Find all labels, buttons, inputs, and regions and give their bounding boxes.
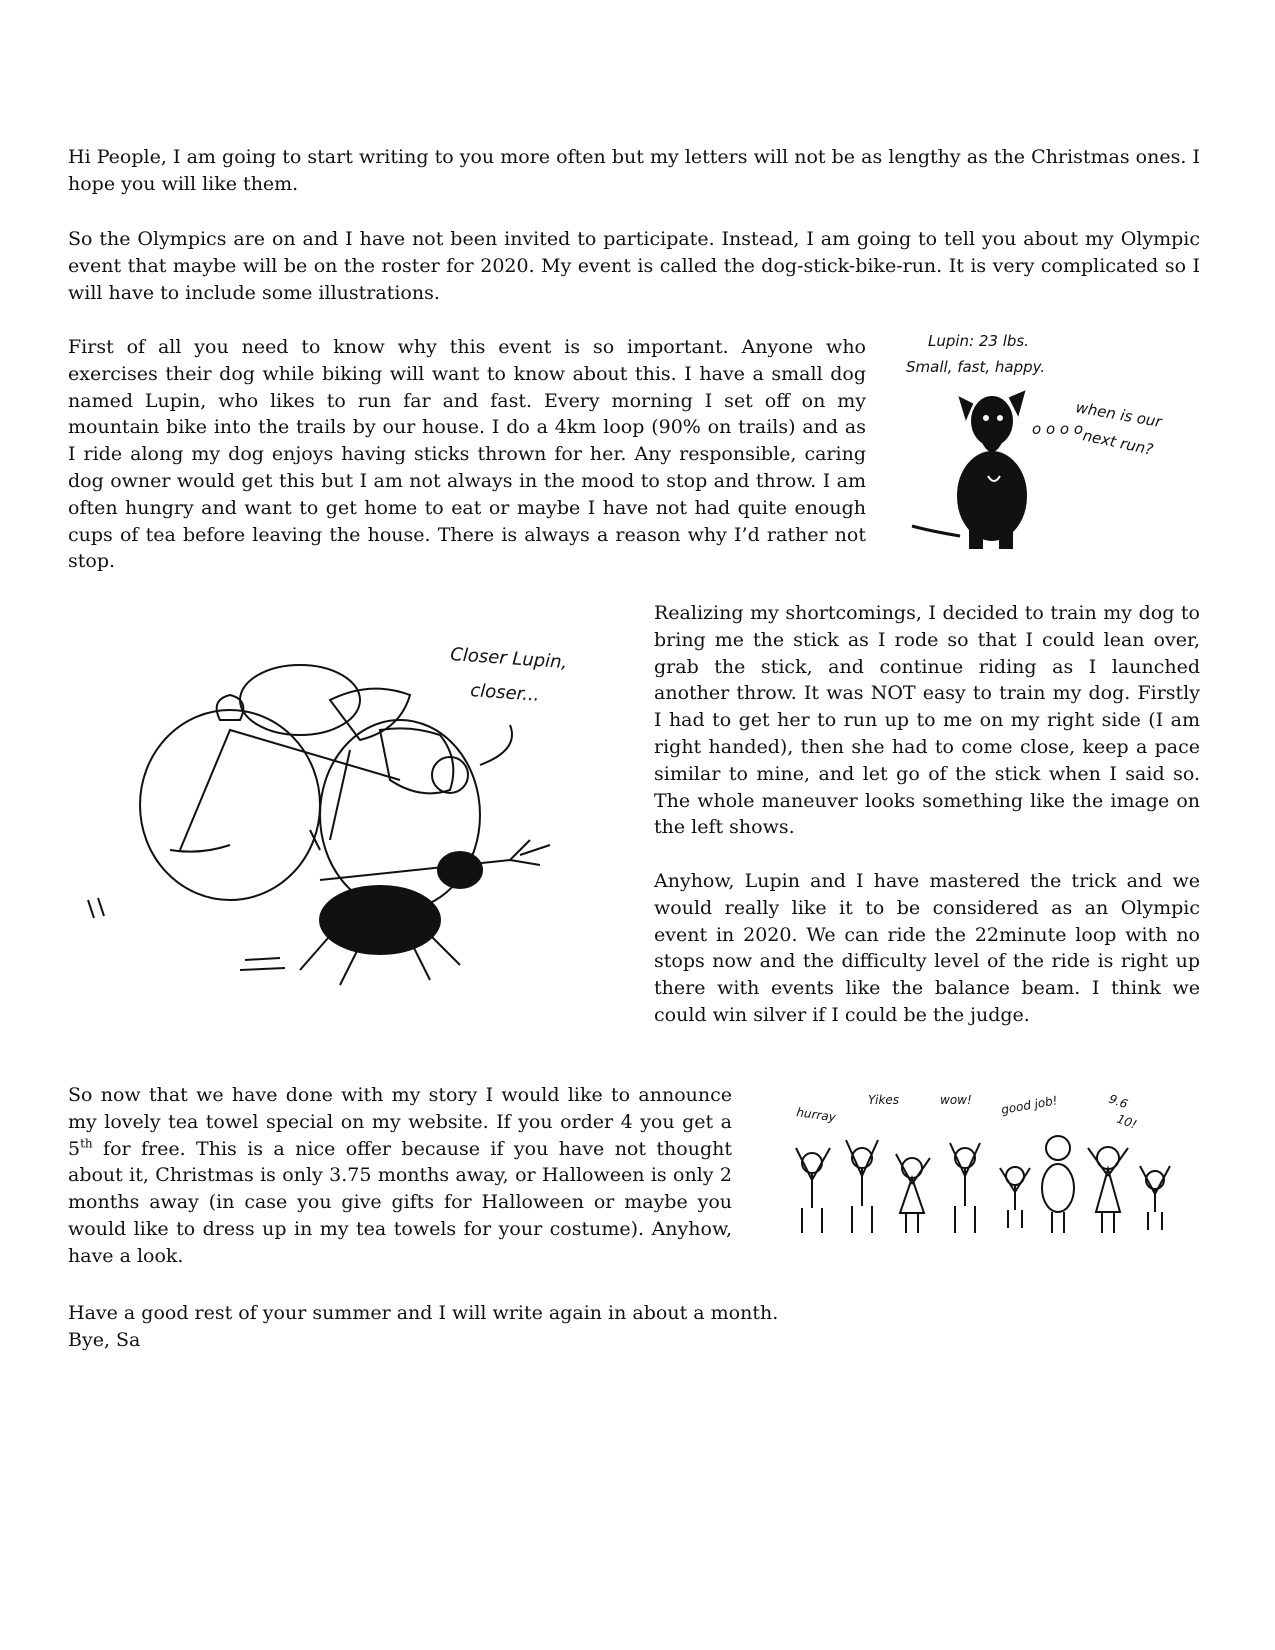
- signoff: Bye, Sa: [68, 1329, 141, 1351]
- closing-line: Have a good rest of your summer and I will write again in about a month.: [68, 1302, 779, 1324]
- training-paragraph: Realizing my shortcomings, I decided to train my dog to bring me the stick as I rode so that I could lean over, grab the stick, and continue riding as I launched another throw. It was NOT easy to train my dog. Firstly I had to get her to run up to me on my right side (I am right handed), then she had to come close, keep a pace similar to mine, and let go of the stick when I said so. The whole maneuver looks something like the image on the left shows.: [654, 602, 1200, 839]
- cheering-crowd-illustration: [790, 1088, 1180, 1248]
- ordinal-suffix: th: [80, 1136, 93, 1151]
- dog-silhouette: [912, 392, 1026, 548]
- dog-caption-line2: Small, fast, happy.: [906, 358, 1046, 376]
- tea-towel-text-start: So now that we have done with my story I would like to announce my lovely tea towel special on my website. If you order 4 you get a 5: [68, 1084, 732, 1160]
- score-top: 9.6: [1106, 1091, 1130, 1112]
- dog-thought-dots: o o o o: [1032, 420, 1084, 438]
- dog-thought-line1: when is our: [1074, 398, 1164, 432]
- cheer-hurray: hurray: [795, 1105, 837, 1125]
- cheer-good-job: good job!: [1000, 1093, 1059, 1117]
- rider-speech-line1: Closer Lupin,: [449, 644, 568, 674]
- bike-scene-illustration: [80, 640, 600, 1010]
- rider-speech-line2: closer...: [469, 680, 541, 706]
- cheer-wow: wow!: [940, 1093, 972, 1107]
- why-important-paragraph: First of all you need to know why this event is so important. Anyone who exercises their dog while biking will want to know about this. I have a small dog named Lupin, who likes to run far and fast. Every morning I set off on my mountain bike into the trails by our house. I do a 4km loop (90% on trails) and as I ride along my dog enjoys having sticks thrown for her. Any responsible, caring dog owner would get this but I am not always in the mood to stop and throw. I am often hungry and want to get home to eat or maybe I have not had quite enough cups of tea before leaving the house. There is always a reason why I’d rather not stop.: [68, 336, 866, 573]
- tea-towel-paragraph: [68, 1082, 732, 1270]
- dog-thought-line2: next run?: [1081, 426, 1155, 459]
- crowd-figures-drawing: [796, 1136, 1170, 1233]
- dog-caption-line1: Lupin: 23 lbs.: [928, 332, 1030, 350]
- cheer-yikes: Yikes: [868, 1093, 900, 1107]
- stick-drawing: [320, 840, 550, 880]
- tea-towel-text-end: for free. This is a nice offer because if you have not thought about it, Christmas is only 3.75 months away, or Halloween is only 2 months away (in case you give gifts for Halloween or maybe you would like to dress up in my tea towels for your costume). Anyhow, have a look.: [68, 1137, 732, 1267]
- mastered-paragraph: Anyhow, Lupin and I have mastered the trick and we would really like it to be considered as an Olympic event in 2020. We can ride the 22minute loop with no stops now and the difficulty level of the ride is right up there with events like the balance beam. I think we could win silver if I could be the judge.: [654, 870, 1200, 1026]
- intro-paragraph: Hi People, I am going to start writing to you more often but my letters will not be as lengthy as the Christmas ones. I hope you will like them.: [68, 146, 1200, 195]
- olympics-paragraph: So the Olympics are on and I have not been invited to participate. Instead, I am going to tell you about my Olympic event that maybe will be on the roster for 2020. My event is called the dog-stick-bike-run. It is very complicated so I will have to include some illustrations.: [68, 228, 1200, 304]
- speech-bubble-tail: [480, 725, 512, 765]
- score-bottom: 10!: [1114, 1111, 1139, 1132]
- dog-portrait-illustration: [900, 326, 1200, 566]
